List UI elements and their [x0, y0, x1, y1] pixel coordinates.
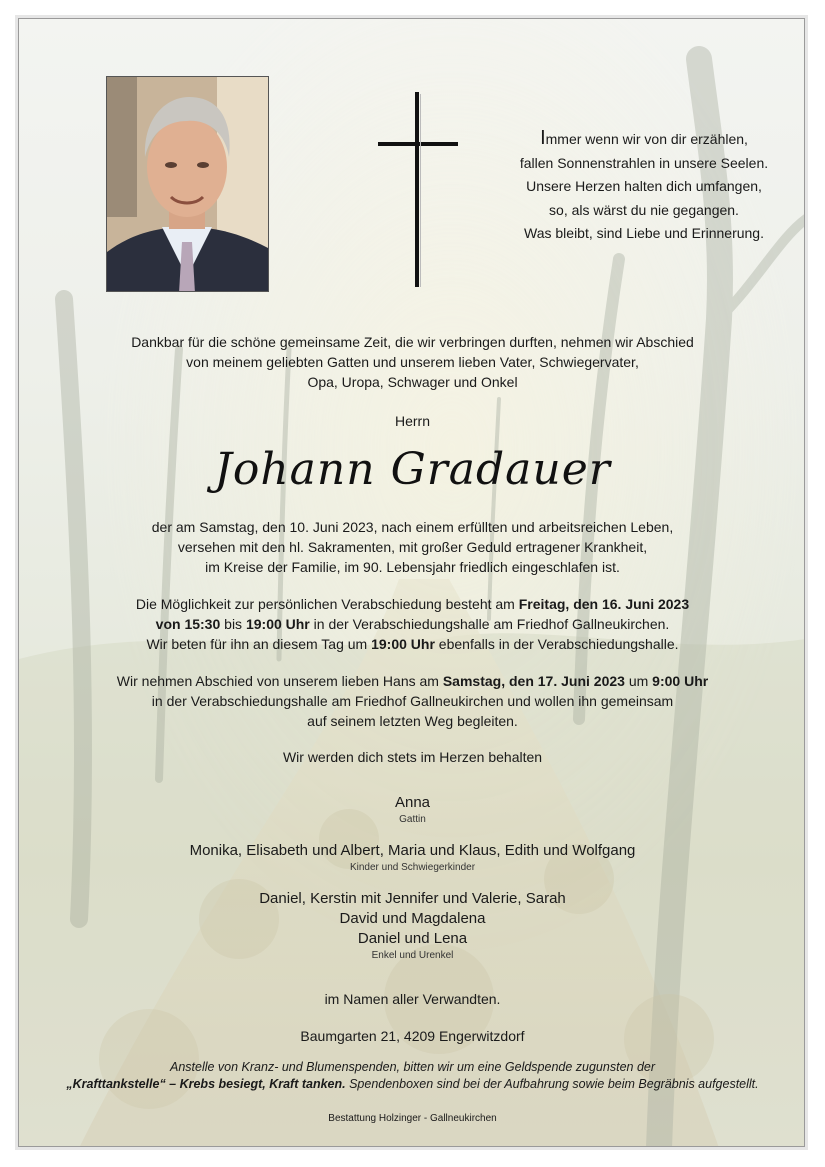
- poem-line-4: so, als wärst du nie gegangen.: [549, 201, 739, 218]
- death-notice: der am Samstag, den 10. Juni 2023, nach einem erfüllten und arbeitsreichen Leben, versehen mit den hl. Sakramenten, mit großer Geduld ertragener Krankheit, im Kreise der Familie, im 90. Lebensjahr friedlich eingeschlafen ist.: [151, 519, 674, 575]
- intro-text: Dankbar für die schöne gemeinsame Zeit, die wir verbringen durften, nehmen wir Abschied von meinem geliebten Gatten und unserem lieben Vater, Schwiegervater, Opa, Uropa, Schwager und Onkel: [131, 334, 694, 390]
- poem-line-3: Unsere Herzen halten dich umfangen,: [526, 178, 762, 194]
- family-grandchildren: Daniel, Kerstin mit Jennifer und Valerie, Sarah David und Magdalena Daniel und Lena Enkel und Urenkel: [259, 890, 566, 961]
- relatives-text: im Namen aller Verwandten.: [324, 991, 501, 1007]
- salutation: Herrn: [394, 413, 430, 429]
- portrait-illustration: [107, 77, 269, 292]
- address: Baumgarten 21, 4209 Engerwitzdorf: [300, 1028, 525, 1044]
- memorial-poem: [489, 127, 799, 246]
- poem-line-1: Immer wenn wir von dir erzählen,: [540, 127, 748, 149]
- undertaker: Bestattung Holzinger - Gallneukirchen: [328, 1113, 497, 1124]
- funeral-info: Wir nehmen Abschied von unserem lieben Hans am Samstag, den 17. Juni 2023 um 9:00 Uhr in der Verabschiedungshalle am Friedhof Gallneukirchen und wollen ihn gemeinsam auf seinem letzten Weg begleiten.: [116, 673, 709, 729]
- parte-card: [18, 18, 805, 1147]
- farewell-info: Die Möglichkeit zur persönlichen Verabschiedung besteht am Freitag, den 16. Juni 2023 von 15:30 bis 19:00 Uhr in der Verabschiedungshalle am Friedhof Gallneukirchen. Wir beten für ihn an diesem Tag um 19:00 Uhr ebenfalls in der Verabschiedungshalle.: [135, 596, 690, 652]
- portrait-photo: [106, 76, 269, 292]
- deceased-name: Johann Gradauer: [214, 444, 611, 495]
- poem-line-5: Was bleibt, sind Liebe und Erinnerung.: [524, 225, 764, 241]
- family-wife: Anna Gattin: [394, 794, 431, 825]
- family-children: Monika, Elisabeth und Albert, Maria und Klaus, Edith und Wolfgang Kinder und Schwiegerkinder: [189, 842, 636, 873]
- cross-icon: [378, 92, 458, 287]
- donation-note: Anstelle von Kranz- und Blumenspenden, bitten wir um eine Geldspende zugunsten der „Krafttankstelle“ – Krebs besiegt, Kraft tanken. Spendenboxen sind bei der Aufbahrung sowie beim Begräbnis aufgestellt.: [66, 1060, 759, 1091]
- poem-line-2: fallen Sonnenstrahlen in unsere Seelen.: [519, 154, 769, 171]
- remember-text: Wir werden dich stets im Herzen behalten: [282, 749, 543, 765]
